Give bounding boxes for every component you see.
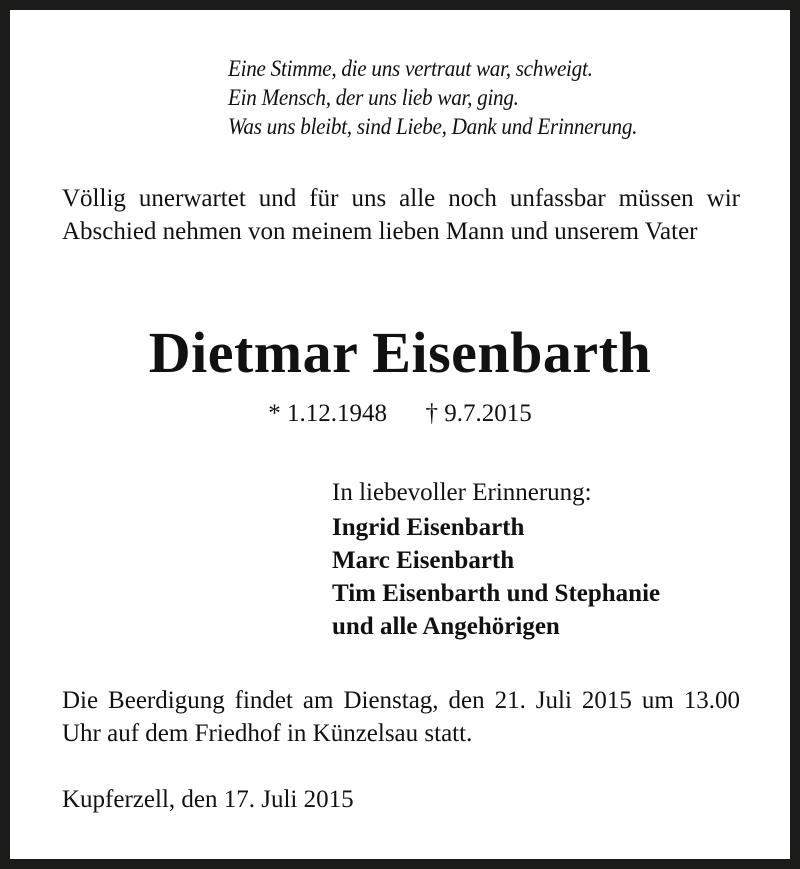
funeral-info: Die Beerdigung findet am Dienstag, den 21. Juli 2015 um 13.00 Uhr auf dem Friedhof in Künzelsau statt. (62, 687, 740, 747)
mourners-lead: In liebevoller Erinnerung: (332, 479, 592, 506)
mourner-name: Tim Eisenbarth und Stephanie (332, 580, 661, 607)
birth-date: 1.12.1948 (287, 400, 387, 427)
memorial-verse (228, 54, 637, 141)
mourners-block (332, 476, 660, 643)
mourner-name: Marc Eisenbarth (332, 547, 515, 574)
place-and-date: Kupferzell, den 17. Juli 2015 (62, 786, 354, 813)
obituary-notice (10, 10, 790, 859)
mourner-name: Ingrid Eisenbarth (332, 514, 525, 541)
verse-line: Ein Mensch, der uns lieb war, ging. (228, 85, 519, 110)
announcement-text: Völlig unerwartet und für uns alle noch unfassbar müssen wir Abschied nehmen von meinem lieben Mann und unserem Vater (62, 185, 740, 245)
deceased-name: Dietmar Eisenbarth (148, 320, 652, 385)
verse-line: Was uns bleibt, sind Liebe, Dank und Erinnerung. (228, 114, 638, 139)
verse-line: Eine Stimme, die uns vertraut war, schweigt. (228, 56, 593, 81)
death-date: 9.7.2015 (444, 400, 532, 427)
life-dates (10, 398, 790, 430)
birth-star-icon: * (268, 400, 281, 427)
mourner-name: und alle Angehörigen (332, 613, 560, 640)
death-cross-icon: † (425, 400, 438, 427)
